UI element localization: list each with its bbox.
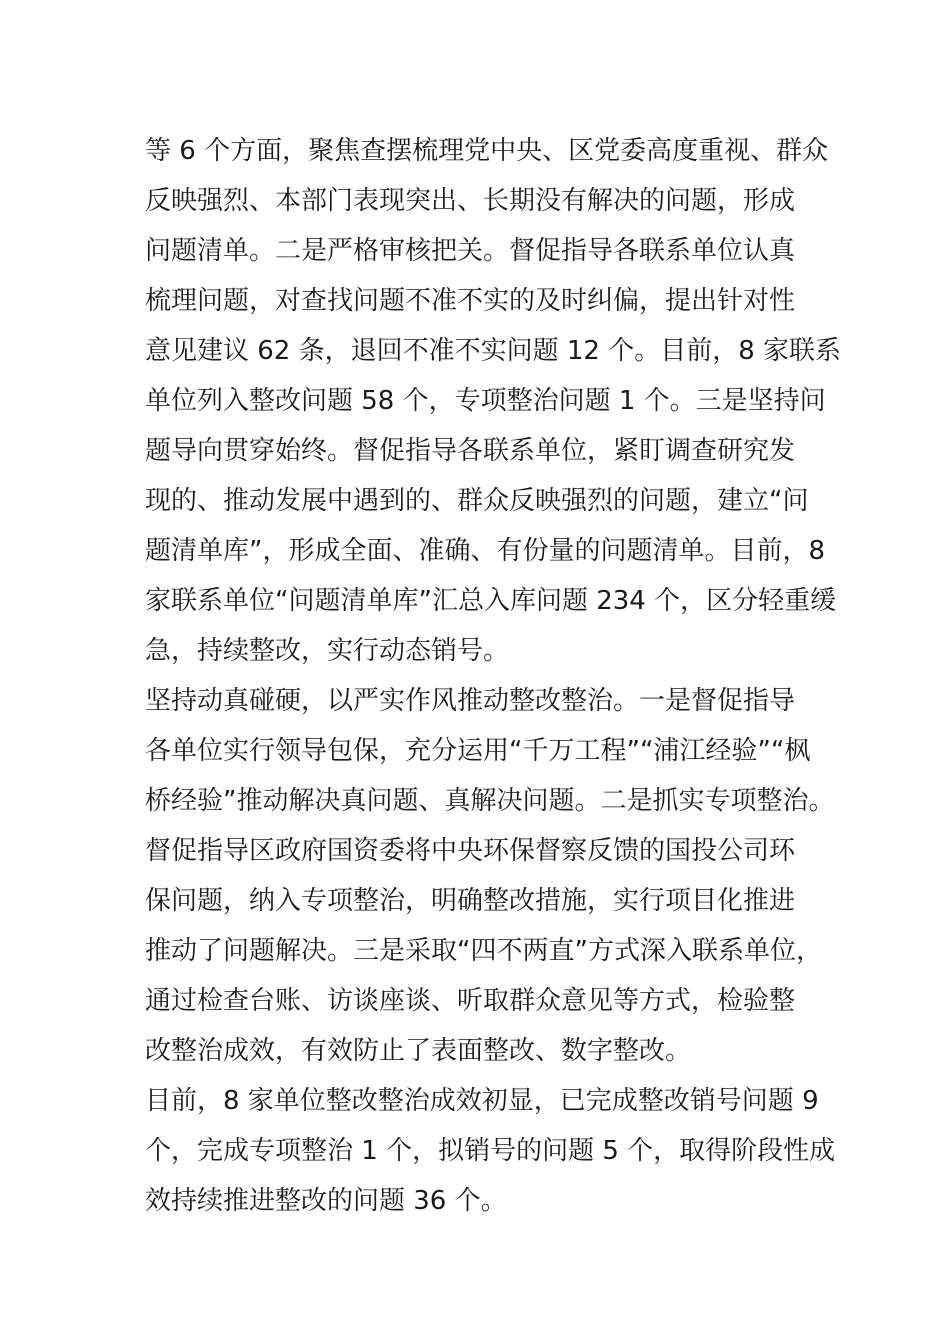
text-line: 保问题，纳入专项整治，明确整改措施，实行项目化推进 — [145, 886, 796, 916]
text-line: 通过检查台账、访谈座谈、听取群众意见等方式，检验整 — [145, 986, 796, 1016]
text-line: 督促指导区政府国资委将中央环保督察反馈的国投公司环 — [145, 836, 796, 866]
text-line: 现的、推动发展中遇到的、群众反映强烈的问题，建立“问 — [145, 486, 809, 516]
text-line: 个，完成专项整治 1 个，拟销号的问题 5 个，取得阶段性成 — [145, 1136, 836, 1166]
text-line: 急，持续整改，实行动态销号。 — [145, 636, 510, 666]
paragraph-start-line: 坚持动真碰硬，以严实作风推动整改整治。一是督促指导 — [145, 686, 796, 716]
text-line: 推动了问题解决。三是采取“四不两直”方式深入联系单位， — [145, 936, 822, 966]
text-line: 单位列入整改问题 58 个，专项整治问题 1 个。三是坚持问 — [145, 386, 826, 416]
text-line: 意见建议 62 条，退回不准不实问题 12 个。目前，8 家联系 — [145, 336, 842, 366]
text-line: 改整治成效，有效防止了表面整改、数字整改。 — [145, 1036, 692, 1066]
text-line: 题清单库”，形成全面、准确、有份量的问题清单。目前，8 — [145, 536, 826, 566]
text-line: 效持续推进整改的问题 36 个。 — [145, 1186, 507, 1216]
text-line: 反映强烈、本部门表现突出、长期没有解决的问题，形成 — [145, 186, 796, 216]
text-line: 家联系单位“问题清单库”汇总入库问题 234 个，区分轻重缓 — [145, 586, 837, 616]
text-line: 各单位实行领导包保，充分运用“千万工程”“浦江经验”“枫 — [145, 736, 811, 766]
text-line: 桥经验”推动解决真问题、真解决问题。二是抓实专项整治。 — [145, 786, 835, 816]
text-line: 梳理问题，对查找问题不准不实的及时纠偏，提出针对性 — [145, 286, 796, 316]
text-line: 等 6 个方面，聚焦查摆梳理党中央、区党委高度重视、群众 — [145, 136, 829, 166]
paragraph-start-line: 目前，8 家单位整改整治成效初显，已完成整改销号问题 9 — [145, 1086, 819, 1116]
document-body — [145, 126, 842, 1226]
text-line: 题导向贯穿始终。督促指导各联系单位，紧盯调查研究发 — [145, 436, 796, 466]
text-line: 问题清单。二是严格审核把关。督促指导各联系单位认真 — [145, 236, 796, 266]
